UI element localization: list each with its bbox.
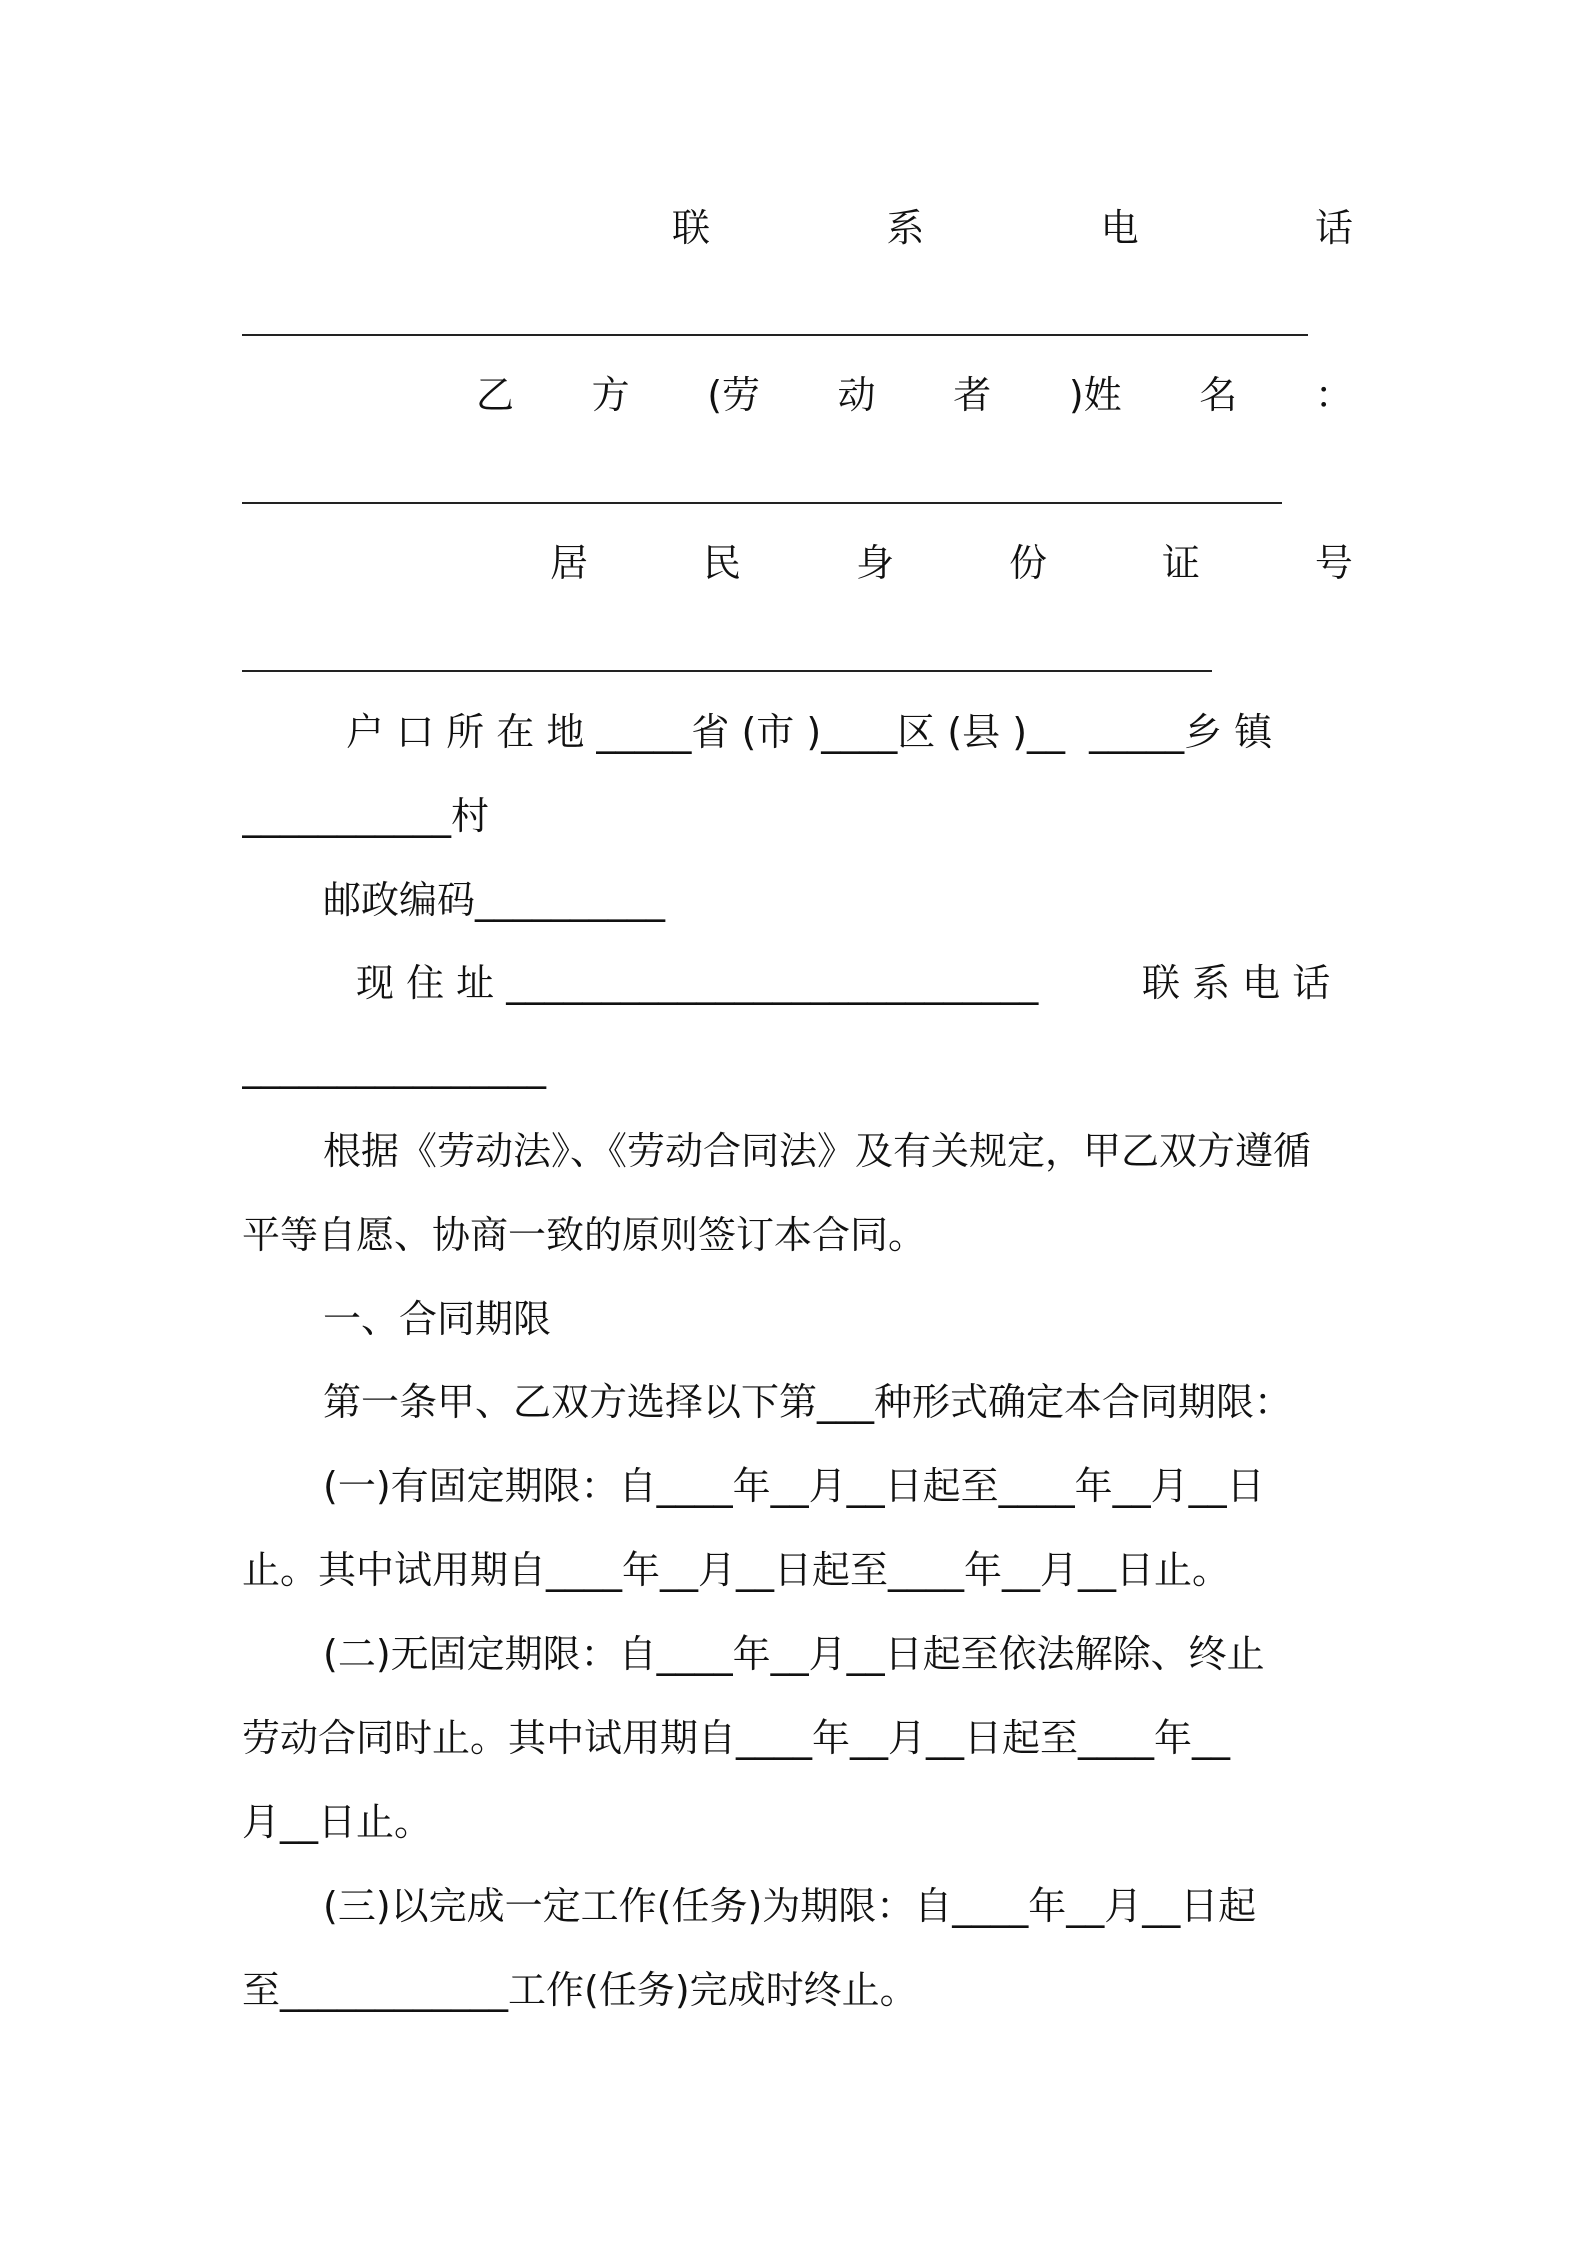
village-line: ___________村 bbox=[242, 794, 490, 838]
heading-char: 份 bbox=[1008, 541, 1047, 585]
heading-char: 证 bbox=[1161, 541, 1200, 585]
heading-char: 话 bbox=[1314, 206, 1353, 250]
party-b-name-blank-line bbox=[242, 502, 1282, 504]
heading-char: 者 bbox=[953, 373, 992, 417]
heading-char: 乙 bbox=[476, 373, 515, 417]
hukou-line: 户 口 所 在 地 _____省 (市 )____区 (县 )__ _____乡 镇 bbox=[346, 710, 1273, 754]
address-phone-label: 联 系 电 话 bbox=[1142, 961, 1331, 1005]
article-1: 第一条甲、乙双方选择以下第___种形式确定本合同期限： bbox=[323, 1380, 1293, 1424]
task-term-line1: (三)以完成一定工作(任务)为期限：自____年__月__日起 bbox=[323, 1884, 1257, 1928]
heading-char: 身 bbox=[855, 541, 894, 585]
postcode-line: 邮政编码__________ bbox=[323, 878, 666, 922]
intro-paragraph-line1: 根据《劳动法》、《劳动合同法》及有关规定，甲乙双方遵循 bbox=[323, 1129, 1312, 1173]
task-term-line2: 至____________工作(任务)完成时终止。 bbox=[242, 1968, 918, 2012]
id-number-heading bbox=[550, 538, 1353, 588]
heading-char: 系 bbox=[886, 206, 925, 250]
address-line: 现 住 址 ____________________________ bbox=[356, 961, 1039, 1005]
heading-char: 名 bbox=[1199, 373, 1238, 417]
heading-char: 号 bbox=[1314, 541, 1353, 585]
heading-char: )姓 bbox=[1068, 373, 1122, 417]
heading-char: ： bbox=[1314, 373, 1353, 417]
intro-paragraph-line2: 平等自愿、协商一致的原则签订本合同。 bbox=[242, 1213, 927, 1257]
section-heading-contract-term: 一、合同期限 bbox=[323, 1297, 552, 1341]
heading-char: 电 bbox=[1100, 206, 1139, 250]
id-number-blank-line bbox=[242, 670, 1212, 672]
heading-char: 民 bbox=[702, 541, 741, 585]
heading-char: 动 bbox=[837, 373, 876, 417]
fixed-term-line1: (一)有固定期限：自____年__月__日起至____年__月__日 bbox=[323, 1464, 1265, 1508]
heading-char: 联 bbox=[672, 206, 711, 250]
address-phone-blank: ________________ bbox=[242, 1045, 546, 1089]
open-term-line3: 月__日止。 bbox=[242, 1800, 433, 1844]
heading-char: (劳 bbox=[707, 373, 761, 417]
fixed-term-line2: 止。其中试用期自____年__月__日起至____年__月__日止。 bbox=[242, 1548, 1231, 1592]
heading-char: 居 bbox=[550, 541, 589, 585]
contact-phone-heading bbox=[672, 203, 1353, 253]
heading-char: 方 bbox=[591, 373, 630, 417]
party-b-name-heading bbox=[476, 370, 1353, 420]
open-term-line2: 劳动合同时止。其中试用期自____年__月__日起至____年__ bbox=[242, 1716, 1231, 1760]
contact-phone-blank-line bbox=[242, 334, 1308, 336]
open-term-line1: (二)无固定期限：自____年__月__日起至依法解除、终止 bbox=[323, 1632, 1265, 1676]
